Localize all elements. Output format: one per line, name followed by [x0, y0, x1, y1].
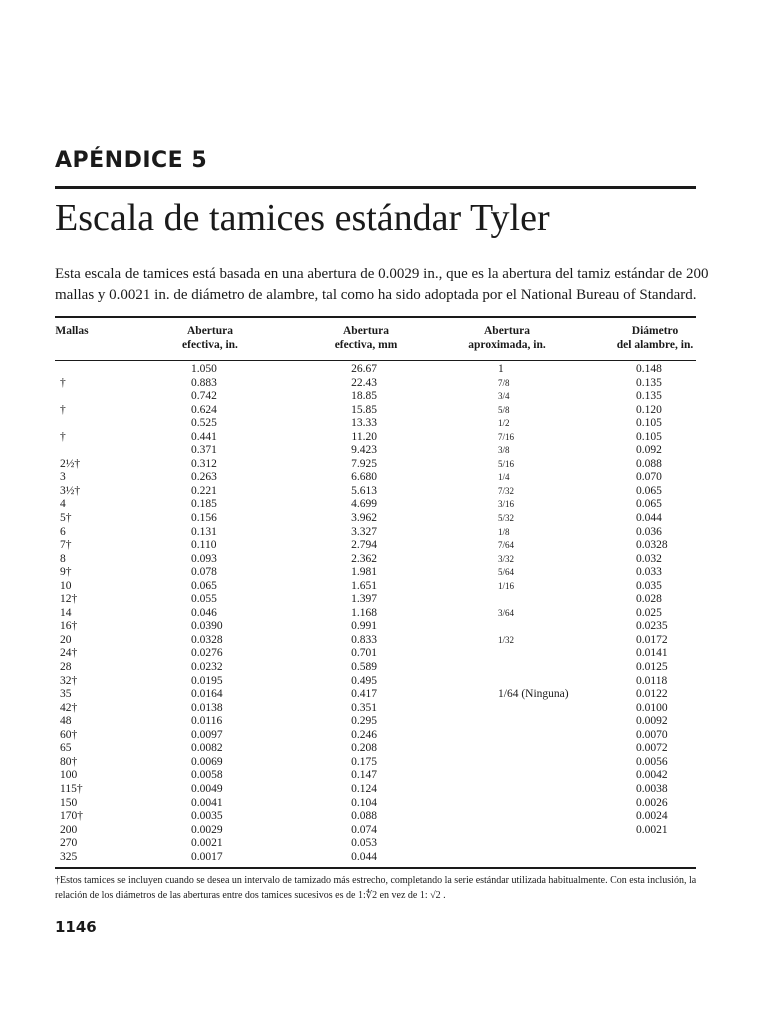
- table-row: [0, 824, 768, 838]
- mesh-cell: †: [60, 403, 66, 416]
- wire-cell: 0.065: [636, 484, 662, 497]
- wire-cell: 0.0328: [636, 539, 668, 552]
- wire-cell: 0.065: [636, 498, 662, 511]
- opening-mm-cell: 0.295: [351, 715, 377, 728]
- page-number: 1146: [55, 918, 97, 936]
- mesh-cell: 48: [60, 715, 72, 728]
- mesh-cell: 325: [60, 850, 78, 863]
- wire-cell: 0.0125: [636, 661, 668, 674]
- mesh-cell: 42†: [60, 701, 78, 714]
- table-row: [0, 485, 768, 499]
- opening-in-cell: 0.0041: [191, 796, 223, 809]
- opening-in-cell: 0.312: [191, 457, 217, 470]
- wire-cell: 0.0024: [636, 810, 668, 823]
- opening-in-cell: 0.0138: [191, 701, 223, 714]
- opening-in-cell: 0.110: [191, 539, 217, 552]
- opening-in-cell: 0.0058: [191, 769, 223, 782]
- opening-in-cell: 0.0097: [191, 728, 223, 741]
- wire-cell: 0.105: [636, 430, 662, 443]
- opening-mm-cell: 2.794: [351, 539, 377, 552]
- wire-cell: 0.0235: [636, 620, 668, 633]
- table-row: [0, 363, 768, 377]
- opening-mm-cell: 0.833: [351, 633, 377, 646]
- mesh-cell: 3½†: [60, 484, 81, 497]
- opening-mm-cell: 0.351: [351, 701, 377, 714]
- appendix-label: APÉNDICE 5: [55, 148, 208, 173]
- table-row: [0, 377, 768, 391]
- header-opening-mm-line1: Abertura: [343, 325, 389, 337]
- opening-in-cell: 0.055: [191, 593, 217, 606]
- mesh-cell: †: [60, 376, 66, 389]
- mesh-cell: 10: [60, 579, 72, 592]
- wire-cell: 0.092: [636, 444, 662, 457]
- approx-cell: 1/2: [498, 418, 510, 429]
- table-row: [0, 539, 768, 553]
- table-row: [0, 580, 768, 594]
- wire-cell: 0.0042: [636, 769, 668, 782]
- approx-cell: 3/64: [498, 607, 515, 618]
- table-row: [0, 675, 768, 689]
- table-row: [0, 688, 768, 702]
- opening-in-cell: 1.050: [191, 363, 217, 375]
- wire-cell: 0.070: [636, 471, 662, 484]
- approx-cell: 3/8: [498, 445, 510, 456]
- opening-mm-cell: 4.699: [351, 498, 377, 511]
- approx-cell: 5/16: [498, 458, 515, 469]
- mesh-cell: 2½†: [60, 457, 81, 470]
- table-row: [0, 444, 768, 458]
- wire-cell: 0.044: [636, 512, 662, 525]
- mesh-cell: †: [60, 430, 66, 443]
- mesh-cell: 20: [60, 633, 72, 646]
- table-row: [0, 471, 768, 485]
- table-row: [0, 498, 768, 512]
- wire-cell: 0.0038: [636, 782, 668, 795]
- table-row: [0, 729, 768, 743]
- opening-in-cell: 0.525: [191, 417, 217, 430]
- opening-in-cell: 0.0328: [191, 633, 223, 646]
- opening-mm-cell: 3.962: [351, 512, 377, 525]
- approx-cell: 7/64: [498, 540, 515, 551]
- wire-cell: 0.035: [636, 579, 662, 592]
- wire-cell: 0.148: [636, 363, 662, 375]
- opening-mm-cell: 0.074: [351, 823, 377, 836]
- opening-in-cell: 0.0021: [191, 837, 223, 850]
- opening-in-cell: 0.093: [191, 552, 217, 565]
- opening-mm-cell: 1.168: [351, 606, 377, 619]
- table-row: [0, 661, 768, 675]
- opening-in-cell: 0.0082: [191, 742, 223, 755]
- opening-mm-cell: 22.43: [351, 376, 377, 389]
- page-title: Escala de tamices estándar Tyler: [55, 197, 550, 239]
- opening-in-cell: 0.131: [191, 525, 217, 538]
- wire-cell: 0.0172: [636, 633, 668, 646]
- mesh-cell: 80†: [60, 755, 78, 768]
- table-row: [0, 851, 768, 865]
- wire-cell: 0.0021: [636, 823, 668, 836]
- table-row: [0, 810, 768, 824]
- table-row: [0, 526, 768, 540]
- table-row: [0, 431, 768, 445]
- opening-in-cell: 0.185: [191, 498, 217, 511]
- opening-mm-cell: 0.175: [351, 755, 377, 768]
- opening-in-cell: 0.883: [191, 376, 217, 389]
- opening-mm-cell: 0.053: [351, 837, 377, 850]
- header-opening-mm-line2: efectiva, mm: [334, 339, 398, 351]
- opening-mm-cell: 0.417: [351, 688, 377, 701]
- opening-in-cell: 0.0232: [191, 661, 223, 674]
- opening-mm-cell: 0.147: [351, 769, 377, 782]
- opening-in-cell: 0.221: [191, 484, 217, 497]
- opening-mm-cell: 26.67: [351, 363, 377, 375]
- wire-cell: 0.0072: [636, 742, 668, 755]
- mesh-cell: 8: [60, 552, 66, 565]
- opening-in-cell: 0.624: [191, 403, 217, 416]
- table-row: [0, 458, 768, 472]
- mesh-cell: 9†: [60, 566, 72, 579]
- opening-in-cell: 0.263: [191, 471, 217, 484]
- opening-in-cell: 0.0035: [191, 810, 223, 823]
- opening-in-cell: 0.0390: [191, 620, 223, 633]
- opening-mm-cell: 0.208: [351, 742, 377, 755]
- header-approx-line1: Abertura: [484, 325, 530, 337]
- header-opening-in-line2: efectiva, in.: [182, 339, 238, 351]
- approx-cell: 1/4: [498, 472, 510, 483]
- opening-mm-cell: 0.104: [351, 796, 377, 809]
- table-row: [0, 607, 768, 621]
- mesh-cell: 12†: [60, 593, 78, 606]
- opening-mm-cell: 1.981: [351, 566, 377, 579]
- header-wire-line2: del alambre, in.: [616, 339, 694, 351]
- mesh-cell: 7†: [60, 539, 72, 552]
- table-row: [0, 593, 768, 607]
- approx-cell: 5/32: [498, 513, 515, 524]
- opening-in-cell: 0.441: [191, 430, 217, 443]
- opening-mm-cell: 0.701: [351, 647, 377, 660]
- opening-mm-cell: 9.423: [351, 444, 377, 457]
- opening-in-cell: 0.0276: [191, 647, 223, 660]
- opening-mm-cell: 1.651: [351, 579, 377, 592]
- opening-mm-cell: 2.362: [351, 552, 377, 565]
- opening-mm-cell: 1.397: [351, 593, 377, 606]
- wire-cell: 0.032: [636, 552, 662, 565]
- opening-mm-cell: 0.088: [351, 810, 377, 823]
- table-row: [0, 783, 768, 797]
- table-row: [0, 797, 768, 811]
- intro-paragraph: Esta escala de tamices está basada en una abertura de 0.0029 in., que es la abertura del tamiz estándar de 200 mallas y 0.0021 in. de diámetro de alambre, tal como ha sido adoptada por el National Bureau of Standard.: [55, 266, 709, 303]
- opening-mm-cell: 3.327: [351, 525, 377, 538]
- table-row: [0, 756, 768, 770]
- opening-in-cell: 0.0164: [191, 688, 223, 701]
- mesh-cell: 150: [60, 796, 78, 809]
- opening-in-cell: 0.156: [191, 512, 217, 525]
- approx-cell: 3/32: [498, 553, 515, 564]
- table-row: [0, 702, 768, 716]
- header-opening-mm: [316, 324, 416, 352]
- opening-in-cell: 0.065: [191, 579, 217, 592]
- approx-cell: 1/8: [498, 526, 510, 537]
- wire-cell: 0.135: [636, 376, 662, 389]
- approx-cell: 5/8: [498, 404, 510, 415]
- opening-mm-cell: 7.925: [351, 457, 377, 470]
- mesh-cell: 65: [60, 742, 72, 755]
- table-row: [0, 837, 768, 851]
- table-row: [0, 404, 768, 418]
- opening-in-cell: 0.371: [191, 444, 217, 457]
- wire-cell: 0.0118: [636, 674, 668, 687]
- mesh-cell: 28: [60, 661, 72, 674]
- table-row: [0, 634, 768, 648]
- wire-cell: 0.036: [636, 525, 662, 538]
- approx-cell: 1/32: [498, 634, 515, 645]
- wire-cell: 0.0056: [636, 755, 668, 768]
- opening-mm-cell: 0.044: [351, 850, 377, 863]
- wire-cell: 0.105: [636, 417, 662, 430]
- wire-cell: 0.0141: [636, 647, 668, 660]
- opening-mm-cell: 11.20: [351, 430, 377, 443]
- opening-mm-cell: 5.613: [351, 484, 377, 497]
- mesh-cell: 60†: [60, 728, 78, 741]
- opening-mm-cell: 0.589: [351, 661, 377, 674]
- opening-in-cell: 0.0029: [191, 823, 223, 836]
- opening-in-cell: 0.0116: [191, 715, 223, 728]
- mesh-cell: 4: [60, 498, 66, 511]
- mesh-cell: 100: [60, 769, 78, 782]
- header-wire: [605, 324, 705, 352]
- header-approx-line2: aproximada, in.: [468, 339, 546, 351]
- table-row: [0, 553, 768, 567]
- mesh-cell: 3: [60, 471, 66, 484]
- table-row: [0, 390, 768, 404]
- opening-in-cell: 0.742: [191, 390, 217, 403]
- opening-mm-cell: 0.124: [351, 782, 377, 795]
- approx-cell: 1/16: [498, 580, 515, 591]
- table-row: [0, 512, 768, 526]
- approx-cell: 1: [498, 363, 504, 375]
- footnote: †Estos tamices se incluyen cuando se desea un intervalo de tamizado más estrecho, completando la serie estándar utilizada habitualmente. Con esta inclusión, la relación de los diámetros de las aberturas entre dos tamices sucesivos es de 1:∜2 en vez de 1: √2 .: [55, 875, 697, 901]
- table-row: [0, 742, 768, 756]
- wire-cell: 0.088: [636, 457, 662, 470]
- opening-mm-cell: 13.33: [351, 417, 377, 430]
- wire-cell: 0.028: [636, 593, 662, 606]
- approx-cell: 3/4: [498, 391, 510, 402]
- header-opening-in-line1: Abertura: [187, 325, 233, 337]
- header-opening-in: [160, 324, 260, 352]
- opening-in-cell: 0.0069: [191, 755, 223, 768]
- table-row: [0, 620, 768, 634]
- wire-cell: 0.0100: [636, 701, 668, 714]
- mesh-cell: 24†: [60, 647, 78, 660]
- opening-in-cell: 0.0017: [191, 850, 223, 863]
- mesh-cell: 32†: [60, 674, 78, 687]
- approx-cell: 7/8: [498, 377, 510, 388]
- opening-mm-cell: 15.85: [351, 403, 377, 416]
- wire-cell: 0.025: [636, 606, 662, 619]
- wire-cell: 0.0122: [636, 688, 668, 701]
- opening-in-cell: 0.078: [191, 566, 217, 579]
- opening-mm-cell: 6.680: [351, 471, 377, 484]
- opening-in-cell: 0.0195: [191, 674, 223, 687]
- wire-cell: 0.0092: [636, 715, 668, 728]
- header-wire-line1: Diámetro: [631, 325, 679, 337]
- wire-cell: 0.120: [636, 403, 662, 416]
- table-bottom-rule: [55, 867, 696, 869]
- wire-cell: 0.033: [636, 566, 662, 579]
- wire-cell: 0.0026: [636, 796, 668, 809]
- approx-cell: 7/16: [498, 431, 515, 442]
- wire-cell: 0.0070: [636, 728, 668, 741]
- opening-in-cell: 0.0049: [191, 782, 223, 795]
- table-row: [0, 417, 768, 431]
- approx-cell: 1/64 (Ninguna): [498, 688, 569, 701]
- table-top-rule: [55, 316, 696, 318]
- opening-mm-cell: 18.85: [351, 390, 377, 403]
- sieve-table-body: [0, 363, 768, 864]
- header-mesh-line2: Mallas: [55, 325, 89, 337]
- mesh-cell: 170†: [60, 810, 83, 823]
- wire-cell: 0.135: [636, 390, 662, 403]
- table-row: [0, 647, 768, 661]
- opening-mm-cell: 0.495: [351, 674, 377, 687]
- mesh-cell: 5†: [60, 512, 72, 525]
- opening-in-cell: 0.046: [191, 606, 217, 619]
- mesh-cell: 35: [60, 688, 72, 701]
- mesh-cell: 270: [60, 837, 78, 850]
- opening-mm-cell: 0.246: [351, 728, 377, 741]
- mesh-cell: 115†: [60, 782, 83, 795]
- table-row: [0, 715, 768, 729]
- header-rule: [55, 360, 696, 361]
- title-rule: [55, 186, 696, 189]
- approx-cell: 5/64: [498, 567, 515, 578]
- table-row: [0, 566, 768, 580]
- mesh-cell: 16†: [60, 620, 78, 633]
- opening-mm-cell: 0.991: [351, 620, 377, 633]
- approx-cell: 7/32: [498, 485, 515, 496]
- header-approx: [447, 324, 567, 352]
- table-row: [0, 769, 768, 783]
- mesh-cell: 200: [60, 823, 78, 836]
- header-mesh: [52, 324, 92, 338]
- mesh-cell: 14: [60, 606, 72, 619]
- approx-cell: 3/16: [498, 499, 515, 510]
- mesh-cell: 6: [60, 525, 66, 538]
